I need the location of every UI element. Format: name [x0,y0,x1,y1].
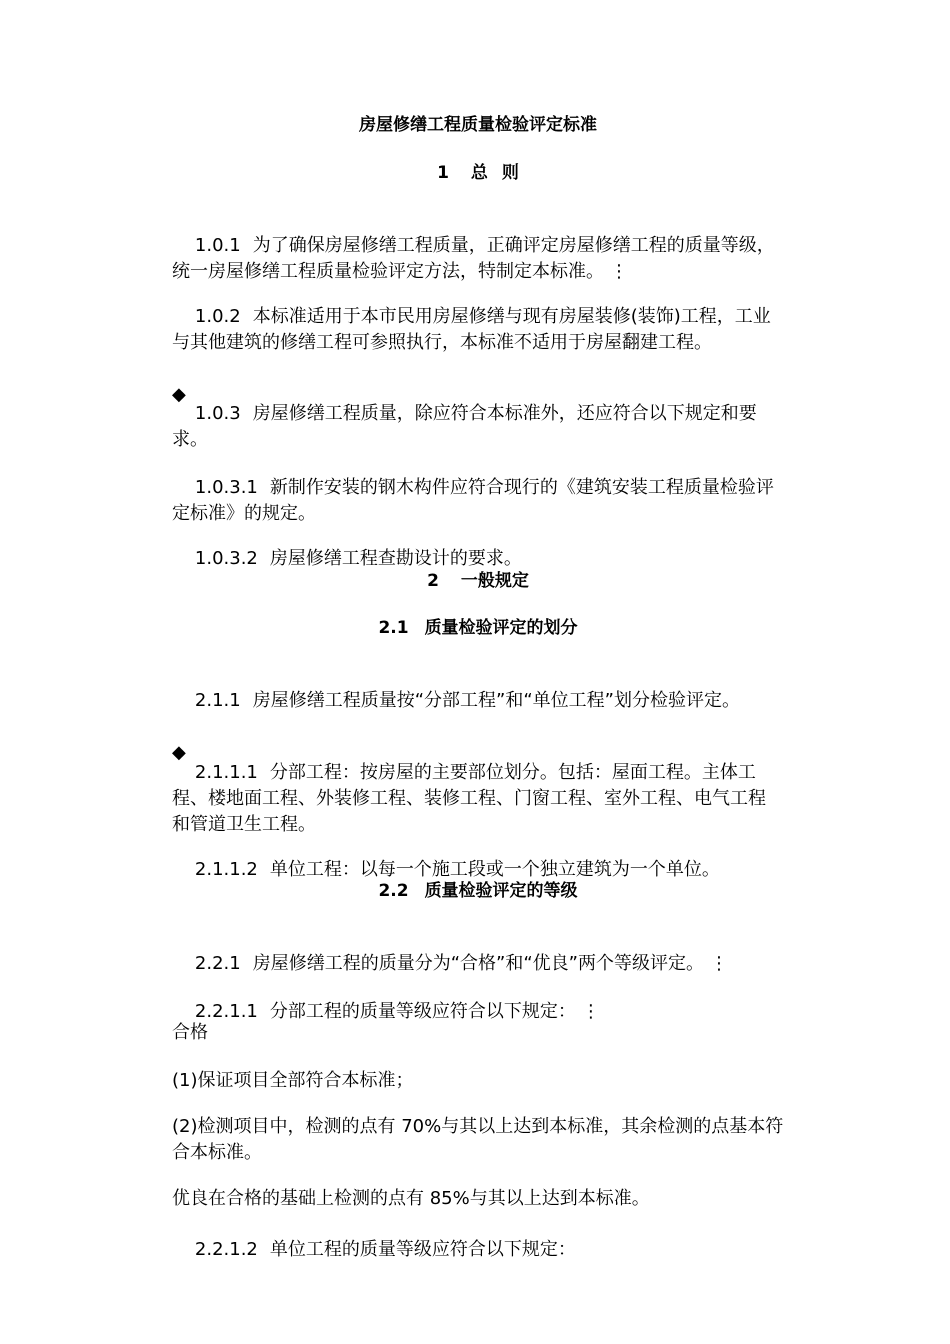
clause-text: 为了确保房屋修缮工程质量，正确评定房屋修缮工程的质量等级，统一房屋修缮工程质量检验评定方法，特制定本标准。 [172,235,775,282]
vertical-ellipsis-icon: ⋮ [610,261,628,282]
clause-number: 2.2.1 [194,953,241,974]
section-title: 质量检验评定的划分 [424,618,578,638]
grade-qualified-label: 合格 [172,1022,208,1043]
clause-number: 2.1.1.1 [194,762,258,783]
clause-number: 2.2.1.2 [194,1239,258,1260]
clause-text: 房屋修缮工程查勘设计的要求。 [269,548,522,569]
clause-number: 1.0.3.1 [194,477,258,498]
clause-text: 新制作安装的钢木构件应符合现行的《建筑安装工程质量检验评定标准》的规定。 [172,477,774,524]
chapter-1-number: 1 [437,163,449,183]
clause-text: 本标准适用于本市民用房屋修缮与现有房屋装修(装饰)工程，工业与其他建筑的修缮工程可参照执行，本标准不适用于房屋翻建工程。 [172,306,771,353]
clause-text: 分部工程的质量等级应符合以下规定： [269,1001,576,1022]
clause-number: 2.1.1 [194,690,241,711]
clause-number: 2.1.1.2 [194,859,258,880]
section-title: 质量检验评定的等级 [424,881,578,901]
clause-text: 房屋修缮工程的质量分为“合格”和“优良”两个等级评定。 [252,953,705,974]
diamond-icon: ◆ [172,742,186,763]
clause-text: 房屋修缮工程质量按“分部工程”和“单位工程”划分检验评定。 [252,690,741,711]
chapter-1-heading [172,160,784,186]
chapter-2-heading [172,568,784,594]
clause-number: 1.0.3.2 [194,548,258,569]
clause-text: 房屋修缮工程质量，除应符合本标准外，还应符合以下规定和要求。 [172,403,757,450]
document-title: 房屋修缮工程质量检验评定标准 [359,115,597,135]
vertical-ellipsis-icon: ⋮ [581,1001,600,1022]
chapter-1-title-a: 总 [470,163,488,183]
section-2-2-heading [172,878,784,904]
criteria-item-1: (1)保证项目全部符合本标准； [172,1070,414,1091]
section-number: 2.1 [378,618,409,638]
clause-number: 1.0.3 [194,403,241,424]
paragraph-2-2-1-2 [172,1211,784,1289]
clause-number: 2.2.1.1 [194,1001,258,1022]
clause-number: 1.0.1 [194,235,241,256]
clause-text: 分部工程：按房屋的主要部位划分。包括：屋面工程。主体工程、楼地面工程、外装修工程、装修工程、门窗工程、室外工程、电气工程和管道卫生工程。 [172,762,766,835]
clause-text: 单位工程：以每一个施工段或一个独立建筑为一个单位。 [269,859,720,880]
criteria-item-2: (2)检测项目中，检测的点有 70%与其以上达到本标准，其余检测的点基本符合本标准。 [172,1116,784,1163]
clause-text: 单位工程的质量等级应符合以下规定： [269,1239,576,1260]
chapter-2-number: 2 [427,571,439,591]
chapter-2-title: 一般规定 [460,571,529,591]
vertical-ellipsis-icon: ⋮ [710,953,729,974]
clause-number: 1.0.2 [194,306,241,327]
section-2-1-heading [172,615,784,641]
grade-excellent-paragraph: 优良在合格的基础上检测的点有 85%与其以上达到本标准。 [172,1188,650,1209]
chapter-1-title-b: 则 [501,163,519,183]
diamond-icon: ◆ [172,384,186,405]
section-number: 2.2 [378,881,409,901]
